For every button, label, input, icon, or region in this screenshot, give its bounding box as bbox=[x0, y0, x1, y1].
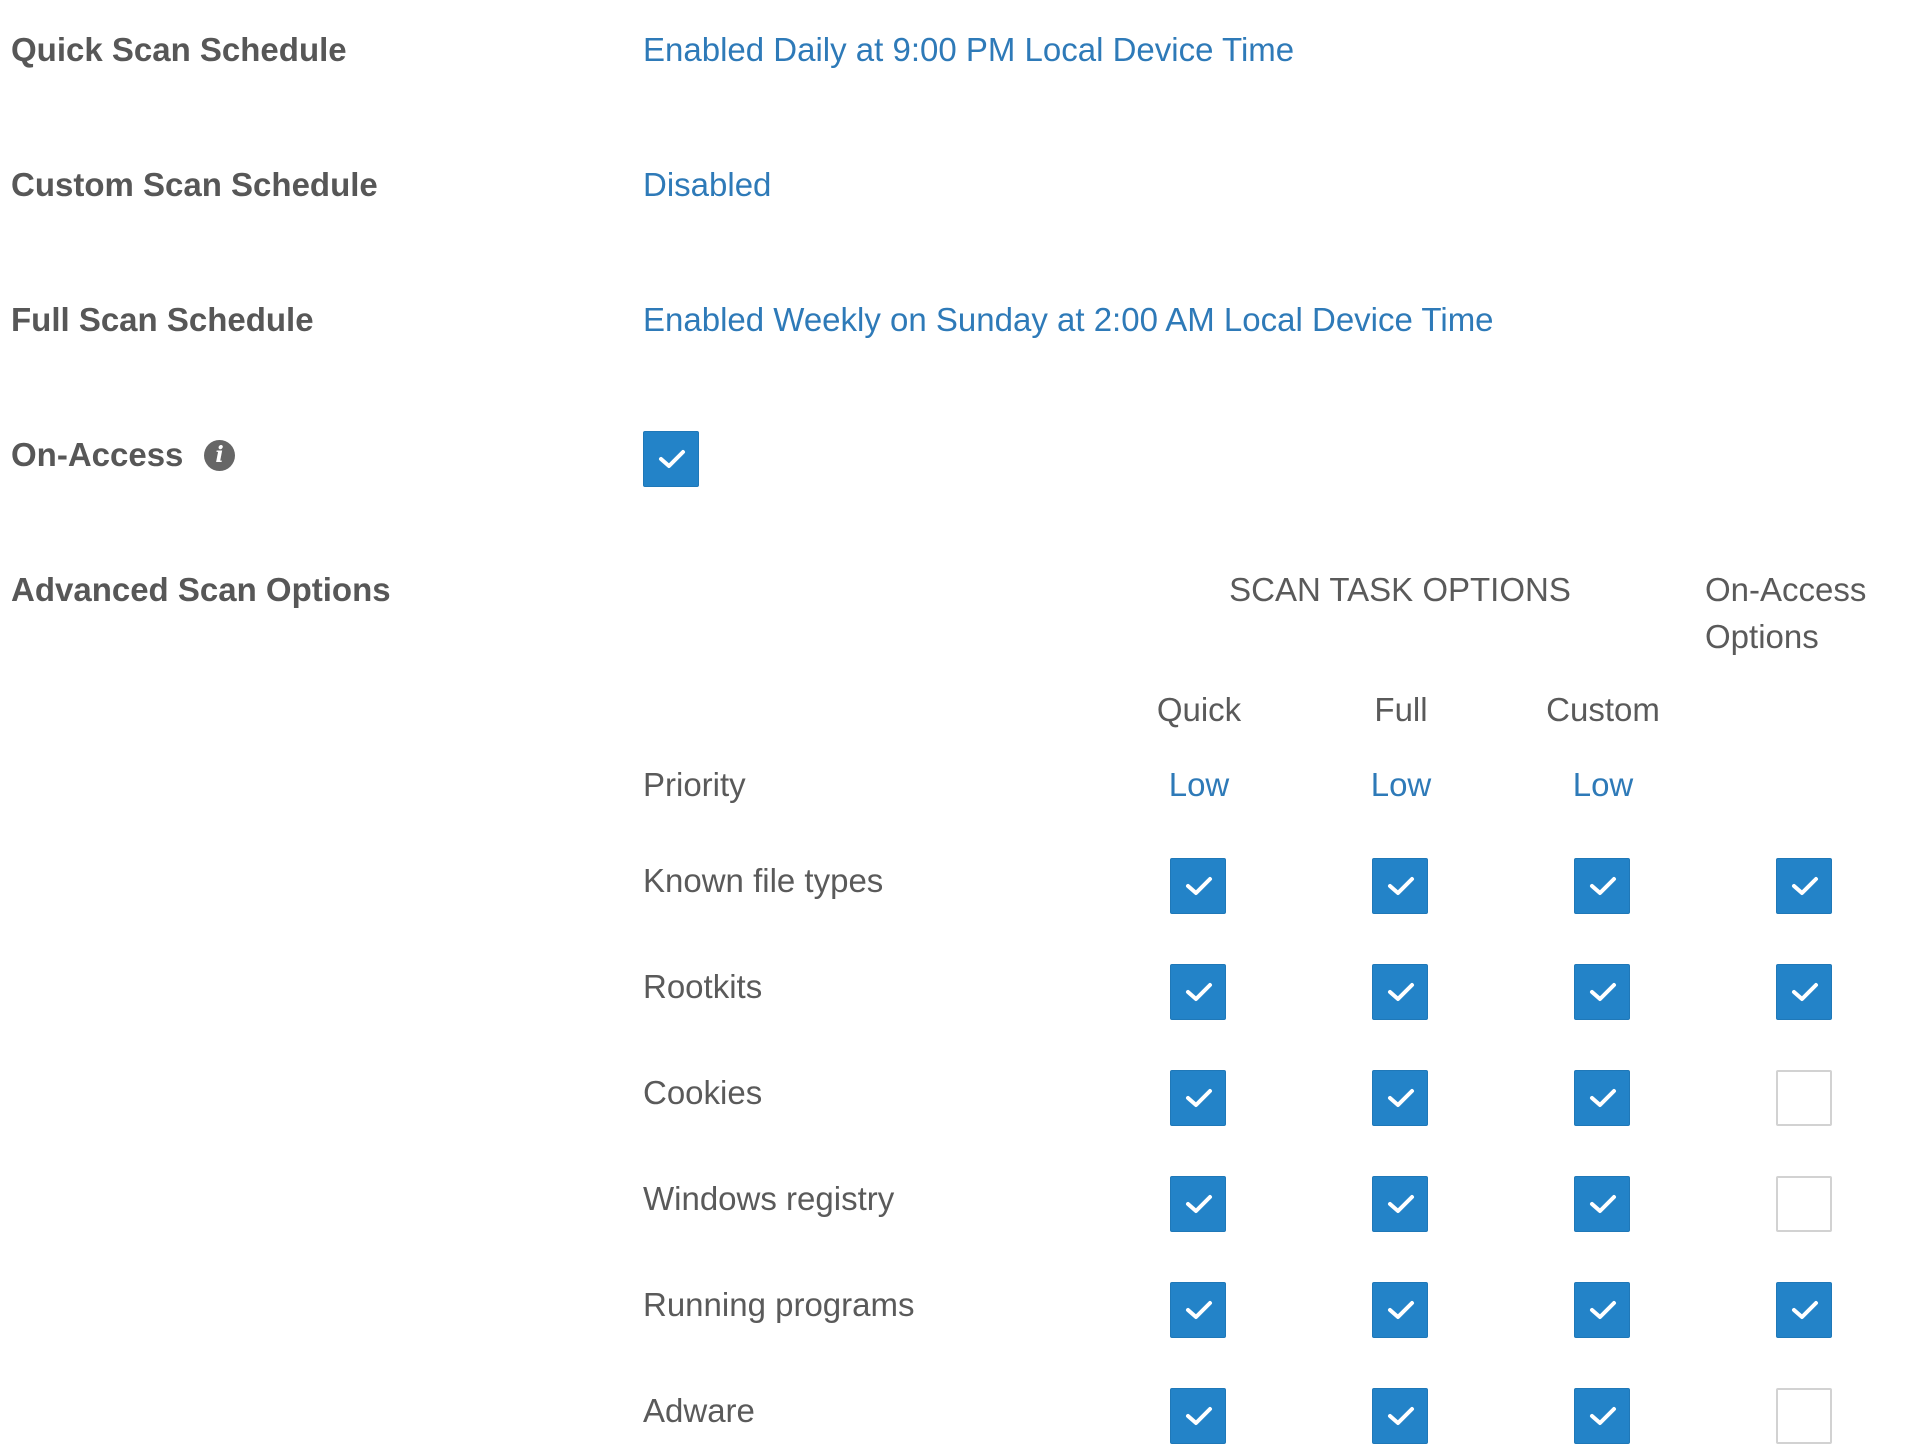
priority-quick-link[interactable]: Low bbox=[1168, 766, 1230, 803]
on-access-options-header-line1: On-Access bbox=[1705, 571, 1867, 608]
checkbox-on-access[interactable] bbox=[1776, 858, 1832, 914]
checkmark-icon bbox=[1387, 875, 1415, 897]
checkmark-icon bbox=[658, 448, 686, 470]
checkbox-full[interactable] bbox=[1372, 1388, 1428, 1444]
custom-scan-schedule-label: Custom Scan Schedule bbox=[11, 166, 378, 203]
advanced-scan-options-label: Advanced Scan Options bbox=[11, 571, 391, 608]
checkbox-custom[interactable] bbox=[1574, 858, 1630, 914]
checkbox-custom[interactable] bbox=[1574, 1282, 1630, 1338]
checkbox-full[interactable] bbox=[1372, 1070, 1428, 1126]
column-header-custom: Custom bbox=[1546, 691, 1660, 728]
option-row-label: Cookies bbox=[643, 1074, 763, 1111]
column-header-full: Full bbox=[1374, 691, 1428, 728]
checkbox-on-access[interactable] bbox=[1776, 1282, 1832, 1338]
option-row-label: Known file types bbox=[643, 862, 884, 899]
checkbox-quick[interactable] bbox=[1170, 964, 1226, 1020]
checkmark-icon bbox=[1185, 1193, 1213, 1215]
checkmark-icon bbox=[1589, 1087, 1617, 1109]
info-icon[interactable]: i bbox=[204, 440, 235, 471]
checkbox-on-access[interactable] bbox=[1776, 1388, 1832, 1444]
column-header-quick: Quick bbox=[1156, 691, 1242, 728]
priority-label: Priority bbox=[643, 766, 746, 803]
on-access-label: On-Access bbox=[11, 436, 184, 473]
priority-full-link[interactable]: Low bbox=[1370, 766, 1432, 803]
on-access-checkbox[interactable] bbox=[643, 431, 699, 487]
custom-scan-schedule-link[interactable]: Disabled bbox=[643, 166, 772, 203]
checkbox-quick[interactable] bbox=[1170, 1070, 1226, 1126]
checkmark-icon bbox=[1589, 1299, 1617, 1321]
option-row-label: Adware bbox=[643, 1392, 755, 1429]
checkmark-icon bbox=[1387, 981, 1415, 1003]
checkbox-custom[interactable] bbox=[1574, 964, 1630, 1020]
priority-custom-link[interactable]: Low bbox=[1572, 766, 1634, 803]
checkbox-on-access[interactable] bbox=[1776, 1176, 1832, 1232]
quick-scan-schedule-link[interactable]: Enabled Daily at 9:00 PM Local Device Time bbox=[643, 31, 1295, 68]
checkbox-custom[interactable] bbox=[1574, 1388, 1630, 1444]
checkbox-quick[interactable] bbox=[1170, 1388, 1226, 1444]
checkbox-full[interactable] bbox=[1372, 964, 1428, 1020]
full-scan-schedule-label: Full Scan Schedule bbox=[11, 301, 314, 338]
checkbox-on-access[interactable] bbox=[1776, 1070, 1832, 1126]
checkmark-icon bbox=[1185, 1405, 1213, 1427]
checkbox-full[interactable] bbox=[1372, 1176, 1428, 1232]
quick-scan-schedule-label: Quick Scan Schedule bbox=[11, 31, 347, 68]
checkmark-icon bbox=[1185, 1299, 1213, 1321]
checkmark-icon bbox=[1791, 1299, 1819, 1321]
checkbox-full[interactable] bbox=[1372, 858, 1428, 914]
checkbox-quick[interactable] bbox=[1170, 1176, 1226, 1232]
checkmark-icon bbox=[1589, 875, 1617, 897]
checkbox-quick[interactable] bbox=[1170, 858, 1226, 914]
checkmark-icon bbox=[1589, 1405, 1617, 1427]
checkmark-icon bbox=[1791, 981, 1819, 1003]
checkmark-icon bbox=[1185, 875, 1213, 897]
checkbox-custom[interactable] bbox=[1574, 1070, 1630, 1126]
checkmark-icon bbox=[1185, 981, 1213, 1003]
on-access-options-header-line2: Options bbox=[1705, 618, 1819, 655]
checkmark-icon bbox=[1589, 981, 1617, 1003]
scan-task-options-header: SCAN TASK OPTIONS bbox=[1229, 571, 1571, 608]
checkbox-quick[interactable] bbox=[1170, 1282, 1226, 1338]
checkbox-full[interactable] bbox=[1372, 1282, 1428, 1338]
checkmark-icon bbox=[1387, 1193, 1415, 1215]
checkmark-icon bbox=[1387, 1405, 1415, 1427]
checkmark-icon bbox=[1387, 1087, 1415, 1109]
option-row-label: Rootkits bbox=[643, 968, 763, 1005]
option-row-label: Running programs bbox=[643, 1286, 915, 1323]
checkmark-icon bbox=[1791, 875, 1819, 897]
checkmark-icon bbox=[1387, 1299, 1415, 1321]
option-row-label: Windows registry bbox=[643, 1180, 895, 1217]
checkbox-custom[interactable] bbox=[1574, 1176, 1630, 1232]
full-scan-schedule-link[interactable]: Enabled Weekly on Sunday at 2:00 AM Local Device Time bbox=[643, 301, 1494, 338]
checkmark-icon bbox=[1185, 1087, 1213, 1109]
checkbox-on-access[interactable] bbox=[1776, 964, 1832, 1020]
checkmark-icon bbox=[1589, 1193, 1617, 1215]
